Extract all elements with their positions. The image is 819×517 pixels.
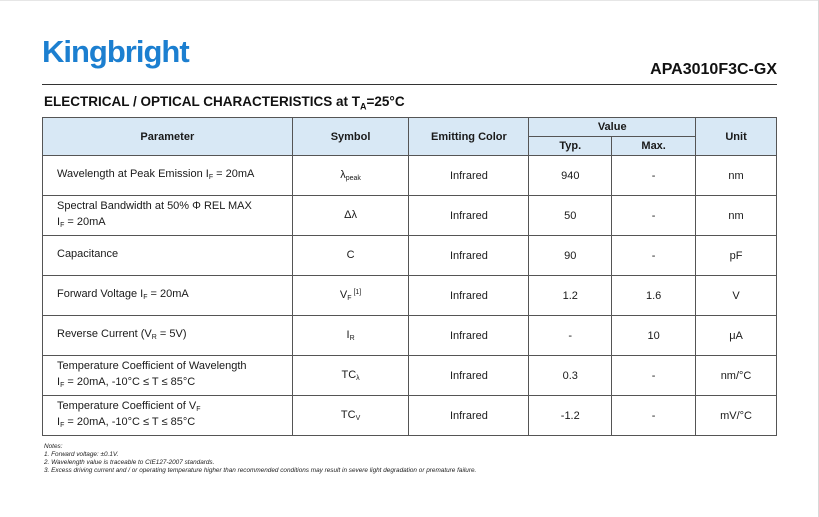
cell-unit: pF [696,236,777,276]
symbol-subscript: R [349,335,355,342]
notes [44,443,476,475]
cell-emitting-color: Infrared [409,236,529,276]
symbol-text: Δλ [344,209,357,221]
table-row [43,276,777,316]
note-item: 1. Forward voltage: ±0.1V. [44,451,119,458]
parameter-text: = 20mA, -10°C ≤ T ≤ 85°C [64,415,196,428]
parameter-text: I [57,215,61,228]
symbol-text: V [339,289,348,301]
parameter-line-1 [57,360,292,376]
parameter-subscript: F [196,405,201,413]
parameter-line-1 [57,328,292,344]
cell-symbol [292,236,409,276]
characteristics-table [42,117,777,436]
header-value: Value [529,118,696,137]
table-row [43,156,777,196]
cell-emitting-color: Infrared [409,356,529,396]
symbol-text: TC [340,409,356,421]
parameter-text: = 20mA, -10°C ≤ T ≤ 85°C [64,375,196,388]
parameter-subscript: F [60,381,65,389]
cell-symbol [292,396,409,436]
cell-typ: 940 [529,156,612,196]
table-body [43,156,777,436]
cell-symbol [292,356,409,396]
parameter-line-1 [57,200,292,216]
section-title [44,94,405,112]
section-title-suffix: =25°C [366,94,405,109]
cell-symbol [292,316,409,356]
cell-symbol [292,196,409,236]
cell-unit: nm [696,196,777,236]
header-unit: Unit [696,118,777,156]
symbol-subscript: peak [345,175,361,182]
parameter-text: Forward Voltage I [57,287,144,300]
parameter-line-1 [57,400,292,416]
symbol-superscript: [1] [351,289,362,296]
cell-parameter [43,316,293,356]
parameter-text: = 5V) [156,327,187,340]
brand-logo: Kingbright [42,34,189,69]
cell-parameter [43,276,293,316]
parameter-text: Temperature Coefficient of V [57,399,197,412]
symbol-subscript: V [355,415,361,422]
cell-max: - [612,156,696,196]
header-parameter: Parameter [43,118,293,156]
cell-unit: nm [696,156,777,196]
parameter-text: = 20mA [147,287,189,300]
note-item: 3. Excess driving current and / or operating temperature higher than recommended conditions may result in severe light degradation or premature failure. [44,467,477,474]
cell-max: 1.6 [612,276,696,316]
cell-typ: 1.2 [529,276,612,316]
table-row [43,316,777,356]
note-item: 2. Wavelength value is traceable to CIE127-2007 standards. [44,459,215,466]
parameter-subscript: R [151,333,157,341]
parameter-text: Spectral Bandwidth at 50% Φ REL MAX [57,199,252,212]
parameter-line-2 [57,216,292,232]
cell-typ: - [529,316,612,356]
cell-emitting-color: Infrared [409,396,529,436]
symbol-text: λ [340,169,346,181]
cell-typ: 50 [529,196,612,236]
header-typ: Typ. [529,137,612,156]
cell-parameter [43,156,293,196]
parameter-text: Wavelength at Peak Emission I [57,167,209,180]
cell-unit: μA [696,316,777,356]
parameter-subscript: F [143,293,148,301]
parameter-subscript: F [208,173,214,181]
cell-unit: mV/°C [696,396,777,436]
parameter-text: Capacitance [57,247,119,260]
parameter-text: = 20mA [213,167,255,180]
cell-emitting-color: Infrared [409,316,529,356]
header-symbol: Symbol [292,118,409,156]
cell-emitting-color: Infrared [409,196,529,236]
parameter-line-1 [57,248,292,264]
cell-max: - [612,396,696,436]
header-max: Max. [612,137,696,156]
cell-typ: 0.3 [529,356,612,396]
section-title-prefix: ELECTRICAL / OPTICAL CHARACTERISTICS at T [44,94,361,109]
parameter-subscript: F [60,421,65,429]
header-emitting-color: Emitting Color [409,118,529,156]
cell-parameter [43,196,293,236]
symbol-subscript: λ [356,375,360,382]
parameter-text: Temperature Coefficient of Wavelength [57,359,247,372]
parameter-line-2 [57,376,292,392]
table-row [43,396,777,436]
page-top-edge [0,0,819,1]
table-row [43,196,777,236]
parameter-subscript: F [60,221,65,229]
cell-max: - [612,356,696,396]
parameter-text: = 20mA [64,215,106,228]
cell-symbol [292,276,409,316]
part-number: APA3010F3C-GX [650,61,777,78]
table-row [43,356,777,396]
cell-emitting-color: Infrared [409,276,529,316]
parameter-text: I [57,415,61,428]
cell-typ: 90 [529,236,612,276]
cell-symbol [292,156,409,196]
cell-max: - [612,196,696,236]
cell-unit: V [696,276,777,316]
cell-parameter [43,396,293,436]
cell-unit: nm/°C [696,356,777,396]
cell-max: - [612,236,696,276]
symbol-text: I [346,329,350,341]
cell-parameter [43,356,293,396]
cell-max: 10 [612,316,696,356]
parameter-line-2 [57,416,292,432]
table-row [43,236,777,276]
parameter-line-1 [57,168,292,184]
header-divider [42,84,777,85]
section-title-sub: A [360,101,367,112]
symbol-text: TC [341,369,357,381]
parameter-text: Reverse Current (V [57,327,152,340]
cell-parameter [43,236,293,276]
notes-heading: Notes: [44,443,63,450]
parameter-text: I [57,375,61,388]
symbol-text: C [346,249,355,261]
symbol-subscript: F [347,295,352,302]
cell-emitting-color: Infrared [409,156,529,196]
cell-typ: -1.2 [529,396,612,436]
parameter-line-1 [57,288,292,304]
